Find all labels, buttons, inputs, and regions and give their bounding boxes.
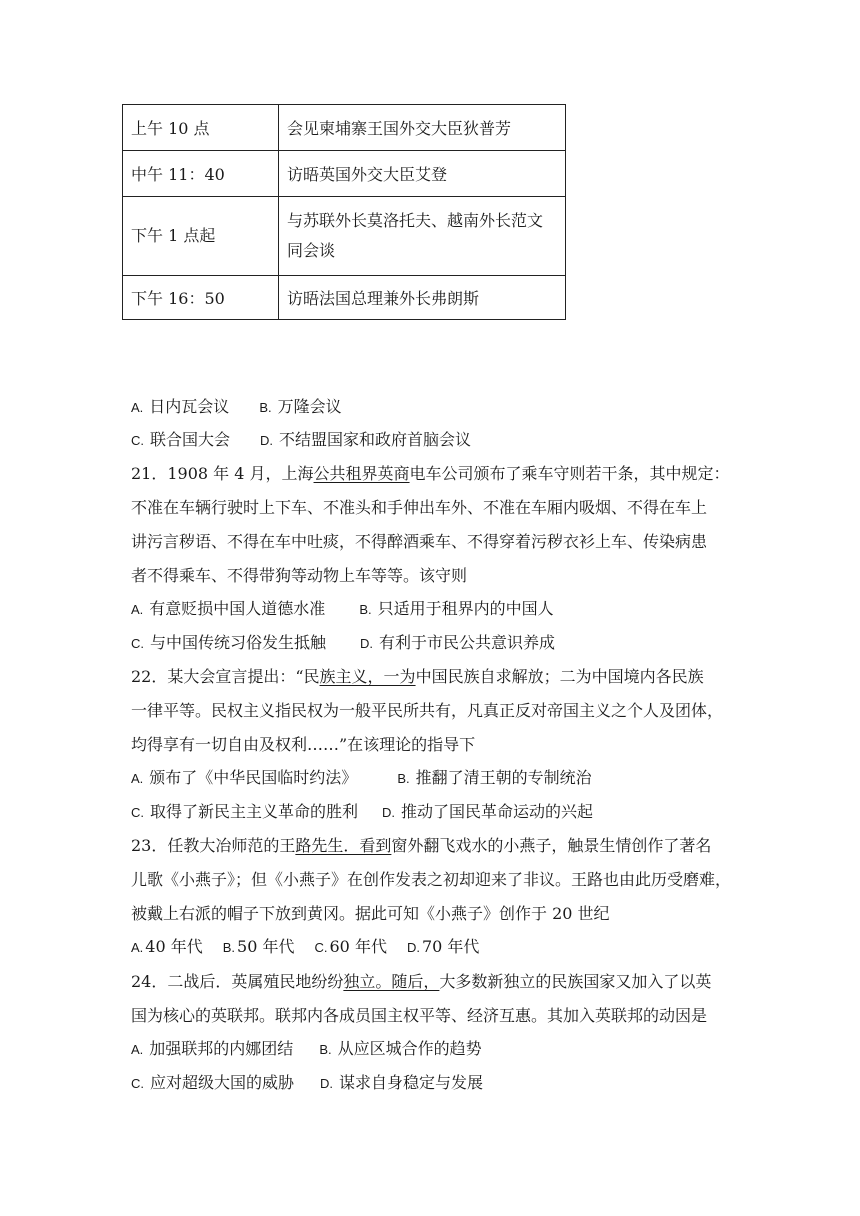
q23-options-row — [131, 937, 479, 958]
option-text: 谋求自身稳定与发展 — [339, 1073, 484, 1092]
option-label: C. — [131, 433, 144, 448]
option-text: 推翻了清王朝的专制统治 — [415, 768, 592, 787]
event-cell: 会见柬埔寨王国外交大臣狄普芳 — [279, 105, 566, 151]
stem-text: 大多数新独立的民族国家又加入了以英 — [439, 972, 712, 991]
option-label: A. — [131, 940, 144, 955]
event-line: 同会谈 — [287, 241, 336, 260]
q22-options-row-1 — [131, 768, 592, 789]
underlined-text: 独立。随后， — [343, 972, 440, 991]
option-label: A. — [131, 771, 144, 786]
event-cell — [279, 197, 566, 276]
option-label: C. — [131, 805, 144, 820]
q21-options-row-1 — [131, 599, 554, 620]
underlined-text: 族主义，一为 — [319, 667, 416, 686]
option-label: B. — [359, 602, 372, 617]
event-cell: 访晤法国总理兼外长弗朗斯 — [279, 276, 566, 320]
table-row — [123, 105, 566, 151]
underlined-text: 路先生．看到 — [295, 836, 392, 855]
option-text: 有利于市民公共意识养成 — [379, 633, 556, 652]
option-label: D. — [360, 636, 374, 651]
table-row — [123, 197, 566, 276]
q24-options-row-2 — [131, 1073, 483, 1094]
q24-options-row-1 — [131, 1039, 482, 1060]
q20-options-row-1 — [131, 397, 342, 418]
table-row — [123, 151, 566, 197]
stem-text: 21．1908 年 4 月，上海 — [131, 464, 314, 483]
option-label: D. — [406, 940, 420, 955]
q20-options-row-2 — [131, 430, 471, 451]
event-line: 与苏联外长莫洛托夫、越南外长范文 — [287, 211, 544, 230]
option-text: 70 年代 — [421, 937, 480, 956]
option-label: B. — [397, 771, 410, 786]
option-text: 联合国大会 — [150, 430, 231, 449]
stem-text: 24．二战后．英属殖民地纷纷 — [131, 972, 344, 991]
option-label: B. — [222, 940, 236, 955]
option-label: D. — [260, 433, 274, 448]
option-label: B. — [319, 1042, 332, 1057]
q22-stem-line: 一律平等。民权主义指民权为一般平民所共有，凡真正反对帝国主义之个人及团体， — [131, 701, 724, 720]
option-text: 应对超级大国的威胁 — [150, 1073, 295, 1092]
q21-stem-line — [131, 464, 730, 484]
stem-text: 窗外翻飞戏水的小燕子，触景生情创作了著名 — [391, 836, 712, 855]
option-label: A. — [131, 602, 144, 617]
option-label: C. — [131, 636, 144, 651]
option-text: 不结盟国家和政府首脑会议 — [279, 430, 472, 449]
q23-stem-line: 儿歌《小燕子》；但《小燕子》在创作发表之初却迎来了非议。王路也由此历受磨难， — [131, 870, 732, 889]
option-label: A. — [131, 400, 144, 415]
event-cell: 访晤英国外交大臣艾登 — [279, 151, 566, 197]
q21-stem-line: 不准在车辆行驶时上下车、不准头和手伸出车外、不准在车厢内吸烟、不得在车上 — [131, 498, 708, 517]
underlined-text: 公共租界英商 — [313, 464, 410, 483]
option-text: 加强联邦的内娜团结 — [149, 1039, 294, 1058]
option-text: 取得了新民主主义革命的胜利 — [150, 802, 359, 821]
q21-options-row-2 — [131, 633, 555, 654]
time-cell: 上午 10 点 — [123, 105, 279, 151]
option-text: 60 年代 — [329, 937, 387, 956]
time-cell: 下午 16：50 — [123, 276, 279, 320]
q21-stem-line: 讲污言秽语、不得在车中吐痰，不得醉酒乘车、不得穿着污秽衣衫上车、传染病患 — [131, 532, 708, 551]
option-label: D. — [382, 805, 396, 820]
option-text: 有意贬损中国人道德水准 — [149, 599, 326, 618]
option-text: 颁布了《中华民国临时约法》 — [149, 768, 358, 787]
stem-text: 22．某大会宣言提出：“民 — [131, 667, 320, 686]
q24-stem-line — [131, 972, 711, 992]
option-label: B. — [259, 400, 272, 415]
q22-stem-line — [131, 667, 704, 687]
q23-stem-line — [131, 836, 711, 856]
time-cell: 下午 1 点起 — [123, 197, 279, 276]
option-label: C. — [314, 940, 328, 955]
stem-text: 23．任教大冶师范的王 — [131, 836, 296, 855]
option-text: 从应区城合作的趋势 — [337, 1039, 482, 1058]
option-label: C. — [131, 1076, 144, 1091]
option-text: 推动了国民革命运动的兴起 — [401, 802, 594, 821]
option-text: 50 年代 — [237, 937, 295, 956]
option-label: D. — [320, 1076, 334, 1091]
option-text: 与中国传统习俗发生抵触 — [150, 633, 327, 652]
option-label: A. — [131, 1042, 144, 1057]
option-text: 只适用于租界内的中国人 — [377, 599, 554, 618]
table-row — [123, 276, 566, 320]
time-cell: 中午 11：40 — [123, 151, 279, 197]
q23-stem-line: 被戴上右派的帽子下放到黄冈。据此可知《小燕子》创作于 20 世纪 — [131, 904, 610, 923]
option-text: 40 年代 — [145, 937, 203, 956]
q24-stem-line: 国为核心的英联邦。联邦内各成员国主权平等、经济互惠。其加入英联邦的动因是 — [131, 1006, 708, 1025]
stem-text: 中国民族自求解放；二为中国境内各民族 — [415, 667, 704, 686]
stem-text: 电车公司颁布了乘车守则若干条，其中规定： — [409, 464, 730, 483]
q21-stem-line: 者不得乘车、不得带狗等动物上车等等。该守则 — [131, 566, 468, 585]
q22-options-row-2 — [131, 802, 593, 823]
schedule-table — [122, 104, 566, 320]
q22-stem-line: 均得享有一切自由及权利……”在该理论的指导下 — [131, 735, 476, 754]
option-text: 万隆会议 — [277, 397, 342, 416]
option-text: 日内瓦会议 — [149, 397, 230, 416]
